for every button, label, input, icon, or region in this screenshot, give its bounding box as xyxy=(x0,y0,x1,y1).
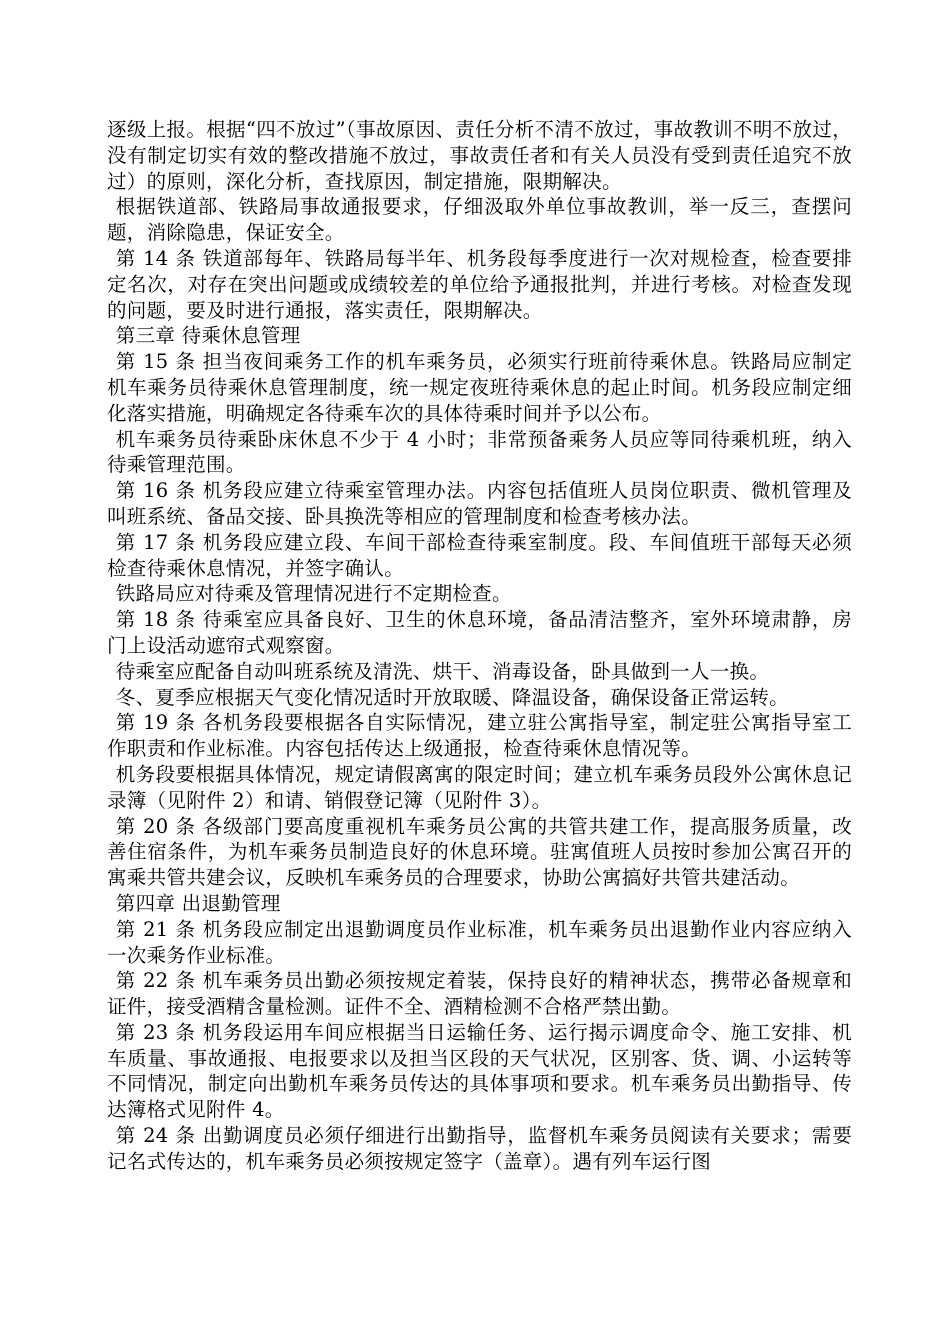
document-body xyxy=(107,117,852,1175)
article-18: 第 18 条 待乘室应具备良好、卫生的休息环境，备品清洁整齐，室外环境肃静，房门上设活动遮帘式观察窗。 xyxy=(107,608,852,657)
chapter-3-heading: 第三章 待乘休息管理 xyxy=(115,324,301,348)
paragraph: 机车乘务员待乘卧床休息不少于 4 小时；非常预备乘务人员应等同待乘机班，纳入待乘管理范围。 xyxy=(107,427,852,477)
paragraph: 待乘室应配备自动叫班系统及清洗、烘干、消毒设备，卧具做到一人一换。 xyxy=(115,659,770,683)
article-15: 第 15 条 担当夜间乘务工作的机车乘务员，必须实行班前待乘休息。铁路局应制定机车乘务员待乘休息管理制度，统一规定夜班待乘休息的起止时间。机务段应制定细化落实措施，明确规定各待乘车次的具体待乘时间并予以公布。 xyxy=(107,350,852,425)
article-16: 第 16 条 机务段应建立待乘室管理办法。内容包括值班人员岗位职责、微机管理及叫班系统、备品交接、卧具换洗等相应的管理制度和检查考核办法。 xyxy=(107,479,852,528)
article-20: 第 20 条 各级部门要高度重视机车乘务员公寓的共管共建工作，提高服务质量，改善住宿条件，为机车乘务员制造良好的休息环境。驻寓值班人员按时参加公寓召开的寓乘共管共建会议，反映机车乘务员的合理要求，协助公寓搞好共管共建活动。 xyxy=(107,814,852,890)
paragraph: 根据铁道部、铁路局事故通报要求，仔细汲取外单位事故教训，举一反三，查摆问题，消除隐患，保证安全。 xyxy=(107,195,852,245)
paragraph: 冬、夏季应根据天气变化情况适时开放取暖、降温设备，确保设备正常运转。 xyxy=(115,685,789,709)
article-19: 第 19 条 各机务段要根据各自实际情况，建立驻公寓指导室，制定驻公寓指导室工作职责和作业标准。内容包括传达上级通报，检查待乘休息情况等。 xyxy=(107,711,852,761)
paragraph: 机务段要根据具体情况，规定请假离寓的限定时间；建立机车乘务员段外公寓休息记录簿（见附件 2）和请、销假登记簿（见附件 3）。 xyxy=(107,762,852,812)
article-17: 第 17 条 机务段应建立段、车间干部检查待乘室制度。段、车间值班干部每天必须检查待乘休息情况，并签字确认。 xyxy=(107,530,852,580)
chapter-4-heading: 第四章 出退勤管理 xyxy=(115,891,281,915)
article-22: 第 22 条 机车乘务员出勤必须按规定着装，保持良好的精神状态，携带必备规章和证件，接受酒精含量检测。证件不全、酒精检测不合格严禁出勤。 xyxy=(107,969,852,1019)
article-21: 第 21 条 机务段应制定出退勤调度员作业标准，机车乘务员出退勤作业内容应纳入一次乘务作业标准。 xyxy=(107,917,852,967)
article-14: 第 14 条 铁道部每年、铁路局每半年、机务段每季度进行一次对规检查，检查要排定名次，对存在突出问题或成绩较差的单位给予通报批判，并进行考核。对检查发现的问题，要及时进行通报，落实责任，限期解决。 xyxy=(107,246,852,322)
paragraph: 逐级上报。根据“四不放过”（事故原因、责任分析不清不放过，事故教训不明不放过，没有制定切实有效的整改措施不放过，事故责任者和有关人员没有受到责任追究不放过）的原则，深化分析，查找原因，制定措施，限期解决。 xyxy=(107,118,852,193)
paragraph: 铁路局应对待乘及管理情况进行不定期检查。 xyxy=(115,582,512,606)
article-23: 第 23 条 机务段运用车间应根据当日运输任务、运行揭示调度命令、施工安排、机车质量、事故通报、电报要求以及担当区段的天气状况，区别客、货、调、小运转等不同情况，制定向出勤机车乘务员传达的具体事项和要求。机车乘务员出勤指导、传达簿格式见附件 4。 xyxy=(107,1020,852,1122)
article-24: 第 24 条 出勤调度员必须仔细进行出勤指导，监督机车乘务员阅读有关要求；需要记名式传达的，机车乘务员必须按规定签字（盖章）。遇有列车运行图 xyxy=(107,1124,852,1173)
